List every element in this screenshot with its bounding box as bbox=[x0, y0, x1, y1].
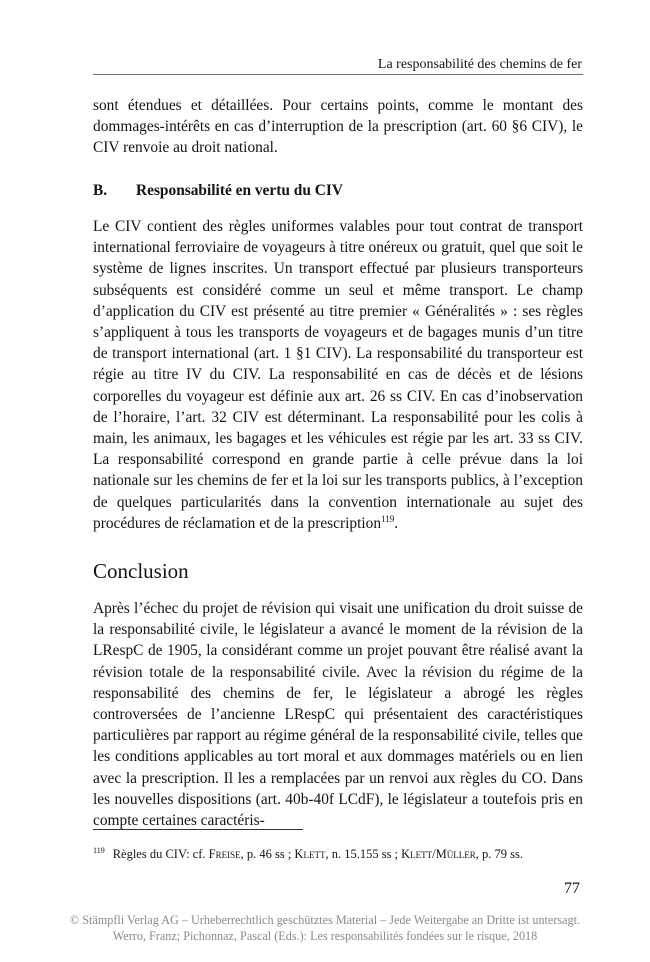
footnote-text-c: , n. 15.155 ss ; bbox=[325, 847, 402, 861]
header-rule bbox=[93, 74, 583, 75]
footnote-author-klett: Klett bbox=[294, 847, 326, 861]
section-heading-b bbox=[93, 182, 343, 200]
footnote-author-klett-muller: Klett/Müller bbox=[401, 847, 476, 861]
page-number: 77 bbox=[564, 880, 580, 897]
footnote-reference[interactable]: 119 bbox=[381, 513, 395, 524]
paragraph-civ: Le CIV contient des règles uniformes valables pour tout contrat de transport international ferroviaire de voyageurs à titre onéreux ou gratuit, quel que soit le système de lignes inscrites. Un transport effectué par plusieurs transporteurs subséquents est considéré comme un seul et même transport. Le champ d’application du CIV est présenté au titre premier « Généralités » : ses règles s’appliquent à tous les transports de voyageurs et de bagages munis d’un titre de transport international (art. 1 §1 CIV). La responsabilité du transporteur est régie au titre IV du CIV. La responsabilité en cas de décès et de lésions corporelles du voyageur est définie aux art. 26 ss CIV. En cas d’inobservation de l’horaire, l’art. 32 CIV est déterminant. La responsabilité pour les colis à main, les animaux, les bagages et les véhicules est régie par les art. 33 ss CIV. La responsabilité correspond en grande partie à celle prévue dans la loi nationale sur les chemins de fer et la loi sur les transports publics, à l’exception de quelques particularités dans la convention internationale au sujet des procédures de réclamation et de la prescription$^{119}$. bbox=[93, 218, 583, 532]
running-header: La responsabilité des chemins de fer bbox=[377, 57, 582, 72]
paragraph-conclusion: Après l’échec du projet de révision qui visait une unification du droit suisse de la responsabilité civile, le législateur a avancé le moment de la révision de la LRespC de 1905, la considérant comme un projet pouvant être réalisé avant la révision totale de la responsabilité civile. Avec la révision du régime de la responsabilité des chemins de fer, le législateur a abrogé les règles controversées de l’ancienne LRespC qui présentaient des caractéristiques particulières par rapport au régime général de la responsabilité civile, telles que les conditions applicables au tort moral et aux dommages matériels ou en lien avec la prescription. Il les a remplacées par un renvoi aux règles du CO. Dans les nouvelles dispositions (art. 40b-40f LCdF), le législateur a toutefois pris en compte certaines caractéris- bbox=[93, 600, 583, 830]
footnote-author-freise: Freise bbox=[208, 847, 241, 861]
paragraph-intro: sont étendues et détaillées. Pour certains points, comme le montant des dommages-intérêts en cas d’interruption de la prescription (art. 60 §6 CIV), le CIV renvoie au droit national. bbox=[93, 97, 583, 157]
footnote-number: 119 bbox=[93, 845, 105, 855]
footnote-text-d: , p. 79 ss. bbox=[475, 847, 523, 861]
footnote-text-b: , p. 46 ss ; bbox=[240, 847, 295, 861]
footnote-text-a: Règles du CIV: cf. bbox=[112, 847, 209, 861]
footnote-rule bbox=[93, 829, 303, 830]
copyright-line-1: © Stämpfli Verlag AG – Urheberrechtlich geschütztes Material – Jede Weitergabe an Dritte ist untersagt. bbox=[69, 913, 581, 927]
footnote bbox=[93, 847, 523, 862]
copyright-line-2: Werro, Franz; Pichonnaz, Pascal (Eds.): Les responsabilités fondées sur le risque, 2018 bbox=[112, 929, 538, 943]
paragraph-civ-text: Le CIV contient des règles uniformes valables pour tout contrat de transport international ferroviaire de voyageurs à titre onéreux ou gratuit, quel que soit le système de lignes inscrites. Un transport effectué par plusieurs transporteurs subséquents est considéré comme un seul et même transport. Le champ d’application du CIV est présenté au titre premier « Généralités » : ses règles s’appliquent à tous les transports de voyageurs et de bagages munis d’un titre de transport international (art. 1 §1 CIV). La responsabilité du transporteur est régie au titre IV du CIV. La responsabilité en cas de décès et de lésions corporelles du voyageur est définie aux art. 26 ss CIV. En cas d’inobservation de l’horaire, l’art. 32 CIV est déterminant. La responsabilité pour les colis à main, les animaux, les bagages et les véhicules est régie par les art. 33 ss CIV. La responsabilité correspond en grande partie à celle prévue dans la loi nationale sur les chemins de fer et la loi sur les transports publics, à l’exception de quelques particularités dans la convention internationale au sujet des procédures de réclamation et de la prescription bbox=[93, 218, 583, 532]
section-title: Responsabilité en vertu du CIV bbox=[136, 182, 343, 199]
section-number: B. bbox=[93, 182, 108, 199]
conclusion-heading: Conclusion bbox=[93, 559, 189, 583]
